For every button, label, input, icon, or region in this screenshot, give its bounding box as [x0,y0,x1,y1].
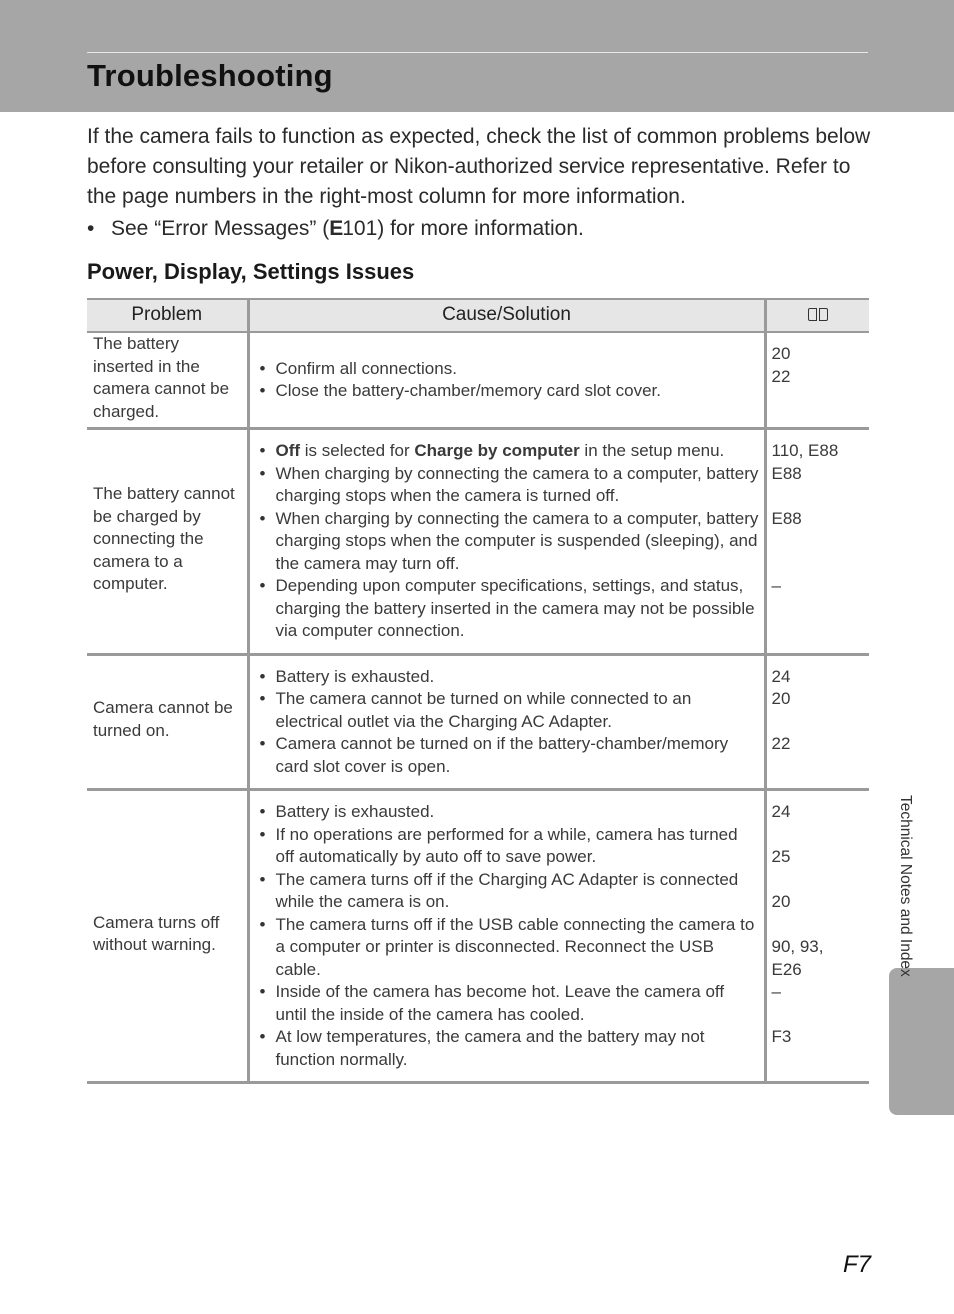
pages-cell [765,332,869,429]
table-row [87,654,869,790]
problem-cell: The battery cannot be charged by connecting the camera to a computer. [87,429,248,655]
page-ref: – [771,982,781,1001]
page-ref: 20 [771,689,791,708]
section-title: Power, Display, Settings Issues [87,259,415,284]
page-ref [772,914,865,937]
cause-item: • Close the battery-chamber/memory card slot cover. [256,380,759,403]
page-ref: E26 [771,959,802,979]
troubleshooting-table [87,298,869,1084]
intro-paragraph: If the camera fails to function as expected, check the list of common problems below before consulting your retailer or Nikon-authorized service representative. Refer to the page numbers in the right-most column for more information. [87,125,871,208]
cause-item: • When charging by connecting the camera to a computer, battery charging stops when the computer is suspended (sleeping), and the camera may turn off. [256,508,759,576]
page-ref: 20 [771,892,791,911]
page-ref: 24 [771,666,791,686]
page-title: Troubleshooting [87,58,333,93]
page-ref: – [771,576,781,595]
cause-item: • If no operations are performed for a while, camera has turned off automatically by auto off to save power. [256,824,759,869]
error-messages-note [87,214,584,244]
page-ref: E88 [771,463,802,483]
page-ref [772,485,865,508]
book-icon [807,307,829,323]
page-number: F7 [843,1251,872,1278]
cause-item: • At low temperatures, the camera and the battery may not function normally. [256,1026,759,1071]
header-problem: Problem [87,299,248,332]
e-reference-icon: E [329,217,343,240]
note-text-after: 101) for more information. [342,217,584,240]
table-row [87,429,869,655]
cause-item: • Battery is exhausted. [256,801,759,824]
table-header-row [87,299,869,332]
header-pages [765,299,869,332]
bullet: • [87,217,95,240]
cause-item: • Off is selected for Charge by computer in the setup menu. [256,440,759,463]
bold-term: Charge by computer [414,441,580,460]
page-ref: E88 [771,508,802,528]
page-ref [772,711,865,734]
page-ref: 22 [771,734,791,753]
cause-item: • The camera cannot be turned on while connected to an electrical outlet via the Charging AC Adapter. [256,688,759,733]
page-ref [772,824,865,847]
bold-term: Off [275,441,301,460]
cause-item: • Camera cannot be turned on if the battery-chamber/memory card slot cover is open. [256,733,759,778]
problem-cell: The battery inserted in the camera cannot be charged. [87,332,248,429]
page-ref: 22 [771,366,791,386]
pages-cell [765,429,869,655]
cause-item: • The camera turns off if the USB cable connecting the camera to a computer or printer is disconnected. Reconnect the USB cable. [256,914,759,982]
pages-cell [765,654,869,790]
cause-item: • Confirm all connections. [256,358,759,381]
header-band [0,0,954,112]
page-ref [772,1004,865,1027]
page-ref: 90, 93, [771,937,824,956]
page-ref [772,869,865,892]
header-rule [87,52,868,53]
table-row [87,790,869,1083]
page-ref: 20 [771,344,791,363]
page-ref: 110, E88 [771,441,839,460]
problem-cell: Camera cannot be turned on. [87,654,248,790]
section-side-tab [889,968,954,1115]
problem-cell: Camera turns off without warning. [87,790,248,1083]
cause-item: • When charging by connecting the camera to a computer, battery charging stops when the camera is turned off. [256,463,759,508]
page-ref: 24 [771,802,791,821]
note-text-before: See “Error Messages” ( [111,217,330,240]
cause-cell [248,332,765,429]
table-row [87,332,869,429]
cause-item: • Battery is exhausted. [256,666,759,689]
cause-cell [248,790,765,1083]
cause-item: • Depending upon computer specifications, settings, and status, charging the battery inserted in the camera may not be possible via computer connection. [256,575,759,643]
cause-item: • The camera turns off if the Charging AC Adapter is connected while the camera is on. [256,869,759,914]
page-ref [772,530,865,553]
page-ref [772,553,865,576]
page-ref: 25 [771,847,791,866]
pages-cell [765,790,869,1083]
page-ref: F3 [771,1027,792,1046]
cause-item: • Inside of the camera has become hot. Leave the camera off until the inside of the camera has cooled. [256,981,759,1026]
cause-cell [248,429,765,655]
side-tab-label: Technical Notes and Index [897,795,914,977]
header-cause-solution: Cause/Solution [248,299,765,332]
cause-cell [248,654,765,790]
